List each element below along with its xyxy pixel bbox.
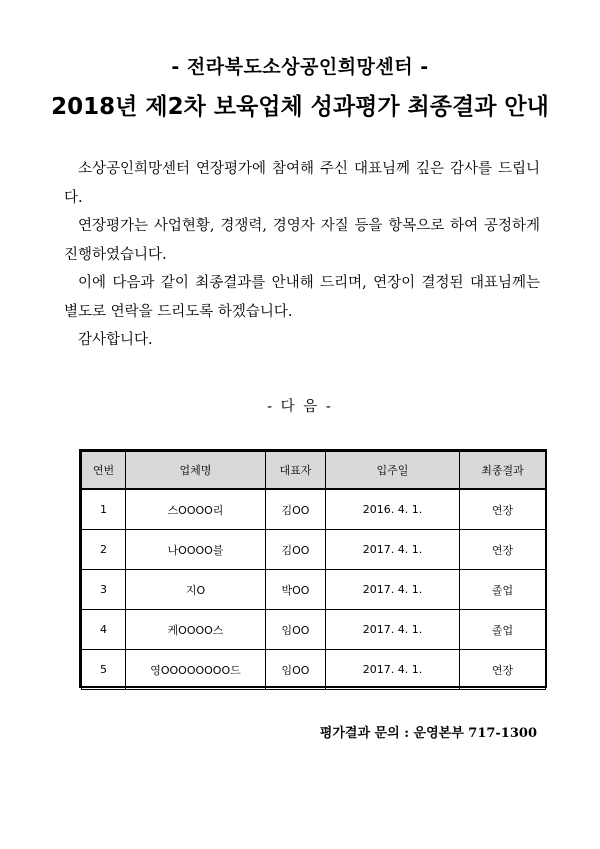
cell-company: 스OOOO리	[126, 489, 266, 530]
contact-info: 평가결과 문의 : 운영본부 717-1300	[319, 726, 537, 741]
table-row	[82, 530, 546, 570]
cell-number: 1	[82, 489, 126, 530]
organization-name: - 전라북도소상공인희망센터 -	[171, 56, 429, 78]
column-header-company: 업체명	[126, 452, 266, 490]
cell-final-result: 연장	[460, 489, 546, 530]
column-header-representative: 대표자	[266, 452, 326, 490]
notice-paragraph: 감사합니다.	[78, 332, 153, 348]
cell-company: 나OOOO블	[126, 530, 266, 570]
cell-representative: 임OO	[266, 610, 326, 650]
cell-move-in-date: 2017. 4. 1.	[326, 570, 460, 610]
table-row	[82, 489, 546, 530]
cell-final-result: 연장	[460, 650, 546, 690]
notice-paragraph: 이에 다음과 같이 최종결과를 안내해 드리며, 연장이 결정된 대표님께는 별도로 연락을 드리도록 하겠습니다.	[64, 275, 540, 320]
cell-move-in-date: 2017. 4. 1.	[326, 650, 460, 690]
cell-move-in-date: 2017. 4. 1.	[326, 610, 460, 650]
cell-number: 3	[82, 570, 126, 610]
cell-representative: 김OO	[266, 530, 326, 570]
results-table	[81, 451, 546, 690]
section-marker: - 다 음 -	[267, 399, 333, 415]
cell-number: 5	[82, 650, 126, 690]
notice-body	[64, 155, 540, 355]
cell-final-result: 연장	[460, 530, 546, 570]
cell-company: 케OOOO스	[126, 610, 266, 650]
table-row	[82, 650, 546, 690]
results-table-frame	[79, 449, 547, 688]
notice-paragraph: 소상공인희망센터 연장평가에 참여해 주신 대표님께 깊은 감사를 드립니다.	[64, 161, 540, 206]
table-row	[82, 610, 546, 650]
notice-paragraph: 연장평가는 사업현황, 경쟁력, 경영자 자질 등을 항목으로 하여 공정하게 진행하였습니다.	[64, 218, 540, 263]
cell-number: 2	[82, 530, 126, 570]
cell-representative: 김OO	[266, 489, 326, 530]
table-header-row	[82, 452, 546, 490]
cell-representative: 박OO	[266, 570, 326, 610]
document-title: 2018년 제2차 보육업체 성과평가 최종결과 안내	[51, 94, 549, 120]
table-row	[82, 570, 546, 610]
cell-company: 영OOOOOOOO드	[126, 650, 266, 690]
column-header-number: 연번	[82, 452, 126, 490]
column-header-final-result: 최종결과	[460, 452, 546, 490]
cell-final-result: 졸업	[460, 570, 546, 610]
cell-representative: 임OO	[266, 650, 326, 690]
cell-move-in-date: 2016. 4. 1.	[326, 489, 460, 530]
cell-move-in-date: 2017. 4. 1.	[326, 530, 460, 570]
cell-company: 지O	[126, 570, 266, 610]
cell-final-result: 졸업	[460, 610, 546, 650]
cell-number: 4	[82, 610, 126, 650]
column-header-move-in-date: 입주일	[326, 452, 460, 490]
